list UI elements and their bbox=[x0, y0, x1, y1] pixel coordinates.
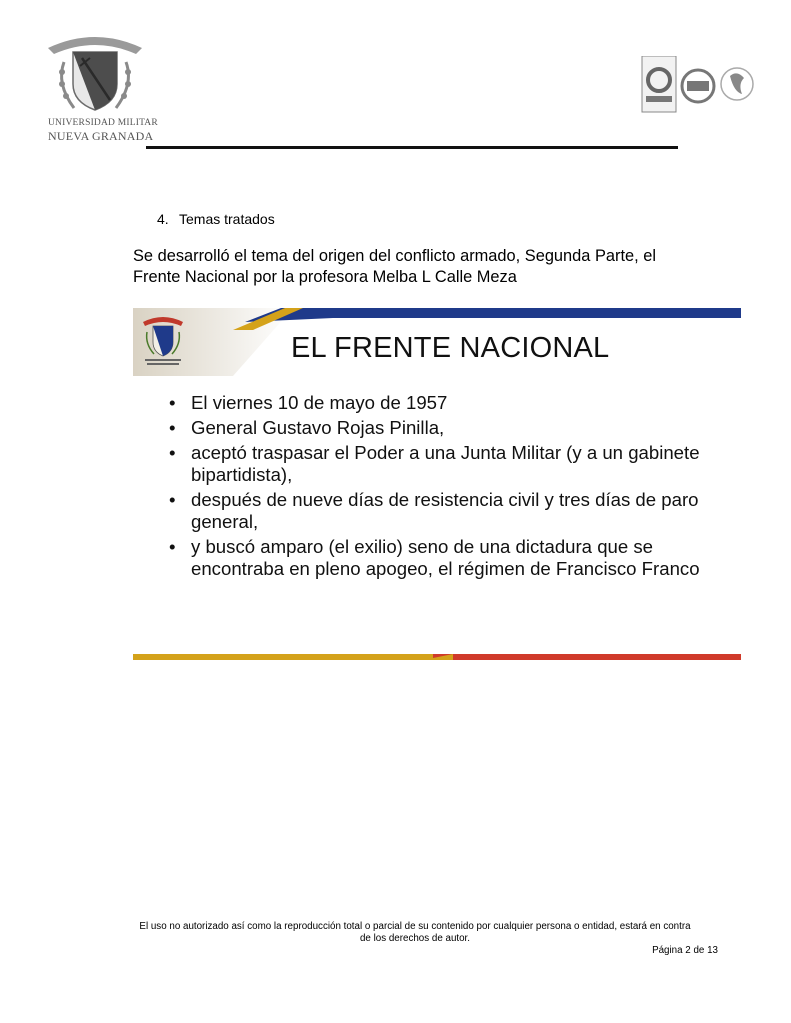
university-logo bbox=[40, 22, 158, 146]
bullet-text: aceptó traspasar el Poder a una Junta Militar (y a un gabinete bipartidista), bbox=[191, 442, 700, 485]
slide-bullet-list bbox=[169, 392, 729, 583]
slide-university-crest-icon bbox=[141, 312, 185, 368]
embedded-slide bbox=[133, 306, 741, 662]
bullet-text: después de nueve días de resistencia civil y tres días de paro general, bbox=[191, 489, 699, 532]
section-number: 4. bbox=[157, 211, 169, 227]
icontec-certification-icon bbox=[642, 56, 676, 112]
copyright-line-1: El uso no autorizado así como la reproducción total o parcial de su contenido por cualquier persona o entidad, estará en contra bbox=[139, 921, 691, 932]
body-paragraph bbox=[133, 246, 733, 288]
slide-bullet-item bbox=[169, 489, 729, 533]
colombia-seal-icon bbox=[721, 68, 753, 100]
logo-name-line: NUEVA GRANADA bbox=[48, 129, 154, 143]
bullet-marker: • bbox=[169, 442, 176, 463]
slide-bullet-item bbox=[169, 442, 729, 486]
page-number: Página 2 de 13 bbox=[652, 945, 718, 956]
section-heading bbox=[157, 211, 275, 227]
paragraph-line-2: Frente Nacional por la profesora Melba L Calle Meza bbox=[133, 268, 517, 286]
bullet-marker: • bbox=[169, 417, 176, 438]
slide-bullet-item bbox=[169, 536, 729, 580]
section-title: Temas tratados bbox=[179, 211, 275, 227]
logo-university-line: UNIVERSIDAD MILITAR bbox=[48, 118, 158, 128]
paragraph-line-1: Se desarrolló el tema del origen del conflicto armado, Segunda Parte, el bbox=[133, 247, 656, 265]
header-divider bbox=[146, 146, 678, 149]
certification-logos bbox=[640, 56, 758, 114]
slide-bullet-item bbox=[169, 417, 729, 439]
bullet-marker: • bbox=[169, 536, 176, 557]
copyright-line-2: de los derechos de autor. bbox=[359, 933, 471, 944]
iqnet-certification-icon bbox=[682, 70, 714, 102]
bullet-text: General Gustavo Rojas Pinilla, bbox=[191, 417, 445, 438]
slide-title: EL FRENTE NACIONAL bbox=[291, 332, 610, 364]
bullet-marker: • bbox=[169, 392, 176, 413]
slide-bullet-item bbox=[169, 392, 729, 414]
bullet-text: y buscó amparo (el exilio) seno de una dictadura que se encontraba en pleno apogeo, el régimen de Francisco Franco bbox=[191, 536, 700, 579]
bullet-marker: • bbox=[169, 489, 176, 510]
bullet-text: El viernes 10 de mayo de 1957 bbox=[191, 392, 448, 413]
university-crest-icon bbox=[40, 22, 150, 118]
copyright-notice bbox=[110, 921, 720, 945]
